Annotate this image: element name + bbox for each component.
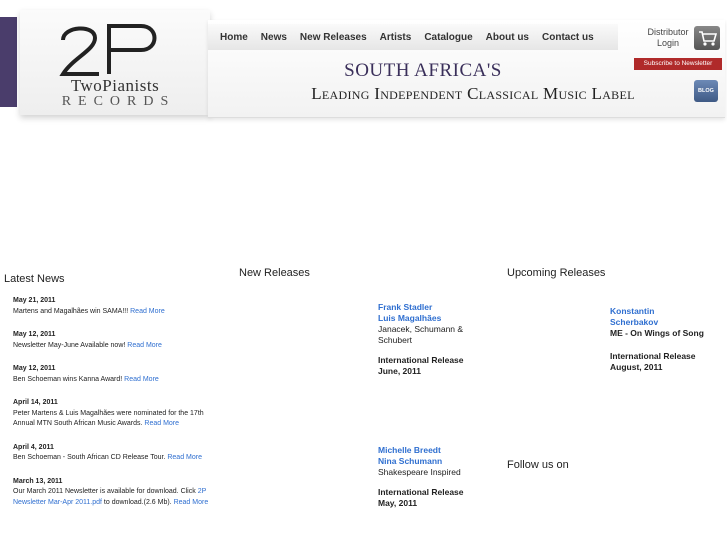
artist-link[interactable]: Frank Stadler	[378, 302, 433, 312]
news-date: May 12, 2011	[13, 331, 56, 338]
news-text: Ben Schoeman - South African CD Release Tour.	[13, 454, 166, 461]
cart-icon[interactable]	[694, 26, 720, 50]
nav-new-releases[interactable]: New Releases	[299, 31, 367, 43]
list-item	[13, 477, 213, 509]
read-more-link[interactable]: Read More	[130, 307, 165, 315]
logo-mark-icon	[55, 22, 175, 78]
login-label: Login	[656, 38, 680, 48]
news-date: April 4, 2011	[13, 443, 54, 451]
latest-news-heading: Latest News	[4, 273, 65, 285]
subscribe-newsletter-button[interactable]: Subscribe to Newsletter	[634, 58, 722, 70]
nav-catalogue[interactable]: Catalogue	[424, 31, 473, 43]
artist-link[interactable]: Luis Magalhães	[378, 313, 442, 323]
release-work: ME - On Wings of Song	[610, 328, 704, 338]
release-info: International Release	[610, 351, 696, 361]
cart-glyph-icon	[694, 26, 720, 50]
new-release-item	[378, 445, 498, 509]
read-more-link[interactable]: Read More	[144, 420, 180, 427]
news-date: May 21, 2011	[13, 297, 56, 304]
news-text: Peter Martens & Luis Magalhães were nominated for the 17th Annual MTN South African Music Awards.	[13, 409, 204, 427]
logo-subtitle: RECORDS	[61, 94, 176, 109]
newsletter-pdf-link[interactable]: 2P Newsletter Mar-Apr 2011.pdf	[13, 488, 207, 506]
release-info: International Release	[378, 487, 464, 497]
list-item	[13, 330, 213, 351]
main-nav	[208, 24, 618, 50]
site-header	[20, 10, 725, 115]
news-text: Newsletter May-June Available now!	[13, 341, 126, 349]
news-list	[13, 296, 213, 521]
logo[interactable]	[20, 10, 210, 115]
news-text-continued: to download.(2.6 Mb).	[103, 498, 172, 506]
tagline-line2: Leading Independent Classical Music Label	[311, 84, 635, 103]
list-item	[13, 296, 213, 317]
tagline-secondary	[273, 84, 673, 104]
nav-news[interactable]: News	[260, 31, 287, 43]
header-panel	[208, 20, 725, 118]
upcoming-releases-heading: Upcoming Releases	[507, 267, 606, 279]
nav-contact-us[interactable]: Contact us	[542, 31, 594, 43]
read-more-link[interactable]: Read More	[167, 454, 202, 461]
tagline-primary	[208, 60, 638, 82]
release-work: Janacek, Schumann & Schubert	[378, 324, 464, 345]
artist-link[interactable]: Michelle Breedt	[378, 445, 441, 455]
tagline-line1: SOUTH AFRICA'S	[344, 60, 502, 81]
nav-home[interactable]: Home	[220, 31, 248, 43]
artist-link[interactable]: Scherbakov	[610, 317, 659, 327]
list-item	[13, 443, 213, 464]
left-accent-bar	[0, 17, 17, 107]
news-text: Our March 2011 Newsletter is available for download. Click	[13, 488, 196, 495]
follow-us-heading: Follow us on	[507, 459, 569, 471]
release-info: International Release	[378, 355, 464, 365]
release-date: August, 2011	[610, 362, 663, 372]
logo-name: TwoPianists	[70, 76, 160, 95]
release-work: Shakespeare Inspired	[378, 467, 461, 477]
nav-about-us[interactable]: About us	[485, 31, 529, 43]
distributor-label: Distributor	[647, 27, 689, 37]
distributor-login[interactable]	[638, 27, 698, 49]
new-releases-heading: New Releases	[239, 267, 310, 279]
read-more-link[interactable]: Read More	[127, 341, 162, 349]
news-date: April 14, 2011	[13, 399, 58, 406]
new-release-item	[378, 302, 498, 377]
read-more-link[interactable]: Read More	[173, 498, 209, 506]
artist-link[interactable]: Nina Schumann	[378, 456, 443, 466]
news-text: Martens and Magalhães win SAMA!!!	[13, 307, 129, 315]
news-text: Ben Schoeman wins Kanna Award!	[13, 375, 123, 383]
news-date: March 13, 2011	[13, 477, 63, 485]
list-item	[13, 398, 213, 430]
read-more-link[interactable]: Read More	[124, 375, 159, 383]
news-date: May 12, 2011	[13, 365, 56, 372]
nav-artists[interactable]: Artists	[379, 31, 412, 43]
list-item	[13, 364, 213, 385]
upcoming-release-item	[610, 306, 725, 373]
blog-icon[interactable]: BLOG	[694, 80, 718, 102]
artist-link[interactable]: Konstantin	[610, 306, 655, 316]
release-date: May, 2011	[378, 498, 418, 508]
release-date: June, 2011	[378, 366, 422, 376]
